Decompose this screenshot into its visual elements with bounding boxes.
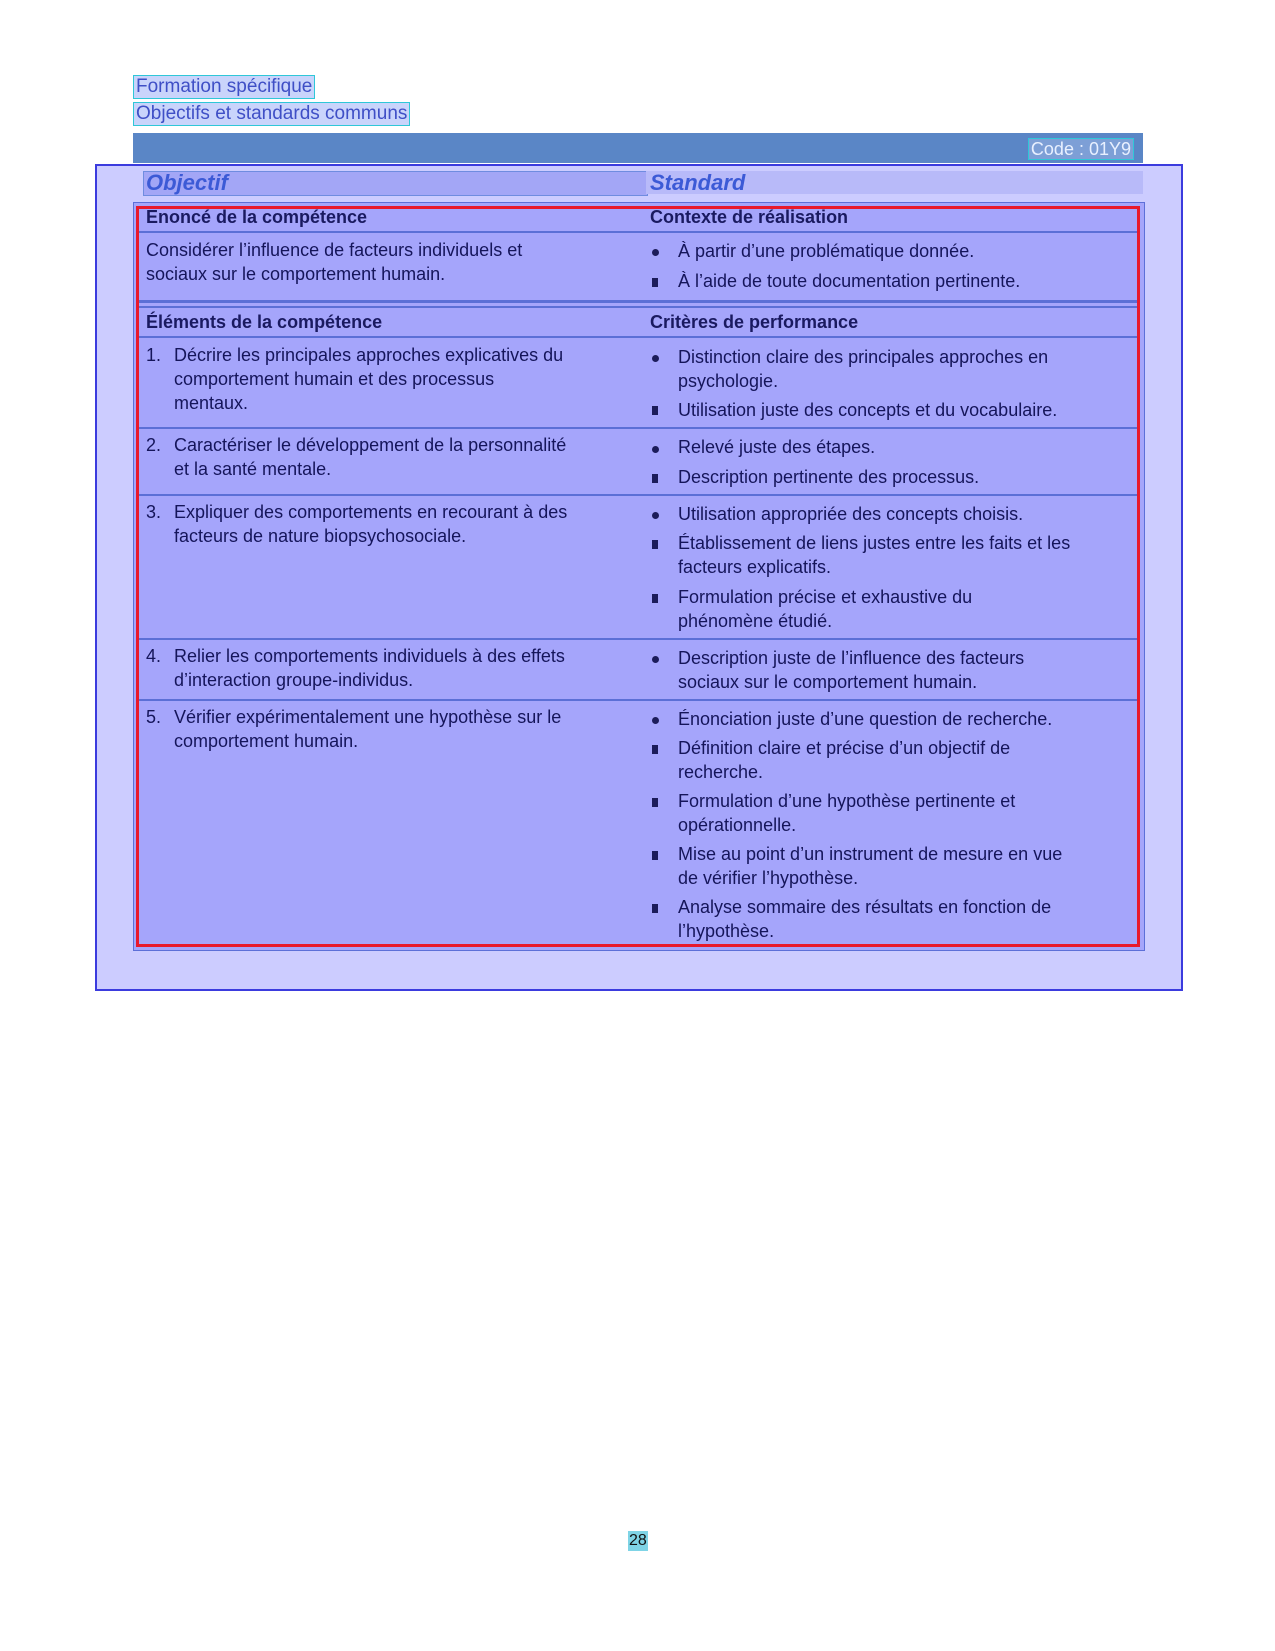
enonce-text-line: Considérer l’influence de facteurs individuels et (146, 240, 523, 260)
criterion-line: Formulation précise et exhaustive du (678, 587, 973, 607)
bullet-icon (652, 904, 658, 913)
bullet-icon (652, 851, 658, 860)
enonce-text-line: sociaux sur le comportement humain. (146, 264, 446, 284)
bullet-icon (652, 249, 659, 256)
row-divider (137, 638, 1139, 640)
criterion-line: psychologie. (678, 371, 779, 391)
row-divider (137, 699, 1139, 701)
criterion-line: Distinction claire des principales approches en (678, 347, 1049, 367)
contexte-item: À partir d’une problématique donnée. (678, 241, 975, 261)
bullet-icon (652, 656, 659, 663)
element-number: 4. (146, 646, 162, 666)
element-text-line: et la santé mentale. (174, 459, 332, 479)
criterion-line: Relevé juste des étapes. (678, 437, 876, 457)
element-text-line: Décrire les principales approches explicatives du (174, 345, 564, 365)
objectif-title: Objectif (146, 170, 228, 195)
section-divider (137, 306, 1139, 308)
element-text-line: comportement humain. (174, 731, 359, 751)
doc-header-program: Formation spécifique (136, 76, 313, 97)
bullet-icon (652, 745, 658, 754)
criterion-line: Analyse sommaire des résultats en fonction de (678, 897, 1052, 917)
criterion-line: phénomène étudié. (678, 611, 833, 631)
bullet-icon (652, 798, 658, 807)
criterion-line: Utilisation appropriée des concepts choisis. (678, 504, 1024, 524)
bullet-icon (652, 474, 658, 483)
criterion-line: Description juste de l’influence des facteurs (678, 648, 1025, 668)
criterion-line: Établissement de liens justes entre les faits et les (678, 533, 1071, 553)
bullet-icon (652, 594, 658, 603)
element-number: 2. (146, 435, 162, 455)
criterion-line: Formulation d’une hypothèse pertinente et (678, 791, 1016, 811)
bullet-icon (652, 512, 659, 519)
elements-heading: Éléments de la compétence (146, 312, 383, 332)
bullet-icon (652, 717, 659, 724)
criterion-line: Utilisation juste des concepts et du vocabulaire. (678, 400, 1058, 420)
divider (137, 336, 1139, 338)
contexte-item: À l’aide de toute documentation pertinente. (678, 271, 1021, 291)
bullet-icon (652, 278, 658, 287)
element-text-line: mentaux. (174, 393, 249, 413)
bullet-icon (652, 446, 659, 453)
criterion-line: Mise au point d’un instrument de mesure en vue (678, 844, 1063, 864)
standard-title: Standard (650, 170, 746, 195)
element-text-line: Expliquer des comportements en recourant à des (174, 502, 568, 522)
bullet-icon (652, 540, 658, 549)
criterion-line: Définition claire et précise d’un objectif de (678, 738, 1011, 758)
criterion-line: de vérifier l’hypothèse. (678, 868, 859, 888)
element-text-line: Caractériser le développement de la personnalité (174, 435, 567, 455)
bullet-icon (652, 406, 658, 415)
criterion-line: sociaux sur le comportement humain. (678, 672, 978, 692)
enonce-heading: Énoncé de la compétence (146, 207, 368, 227)
element-text-line: Vérifier expérimentalement une hypothèse sur le (174, 707, 562, 727)
criterion-line: recherche. (678, 762, 764, 782)
doc-header-subtitle: Objectifs et standards communs (136, 103, 408, 124)
criterion-line: Énonciation juste d’une question de recherche. (678, 709, 1053, 729)
criterion-line: Description pertinente des processus. (678, 467, 980, 487)
element-text-line: comportement humain et des processus (174, 369, 495, 389)
criterion-line: l’hypothèse. (678, 921, 775, 941)
criterion-line: facteurs explicatifs. (678, 557, 832, 577)
page-number: 28 (629, 1532, 647, 1549)
divider (137, 231, 1139, 233)
element-text-line: facteurs de nature biopsychosociale. (174, 526, 467, 546)
course-code: Code : 01Y9 (1030, 139, 1131, 159)
section-divider (137, 300, 1139, 303)
row-divider (137, 494, 1139, 496)
element-number: 1. (146, 345, 162, 365)
contexte-heading: Contexte de réalisation (650, 207, 849, 227)
bullet-icon (652, 355, 659, 362)
element-number: 3. (146, 502, 162, 522)
element-text-line: Relier les comportements individuels à des effets (174, 646, 565, 666)
criterion-line: opérationnelle. (678, 815, 797, 835)
element-number: 5. (146, 707, 162, 727)
element-text-line: d’interaction groupe-individus. (174, 670, 414, 690)
code-bar (133, 133, 1143, 163)
criteres-heading: Critères de performance (650, 312, 859, 332)
row-divider (137, 427, 1139, 429)
